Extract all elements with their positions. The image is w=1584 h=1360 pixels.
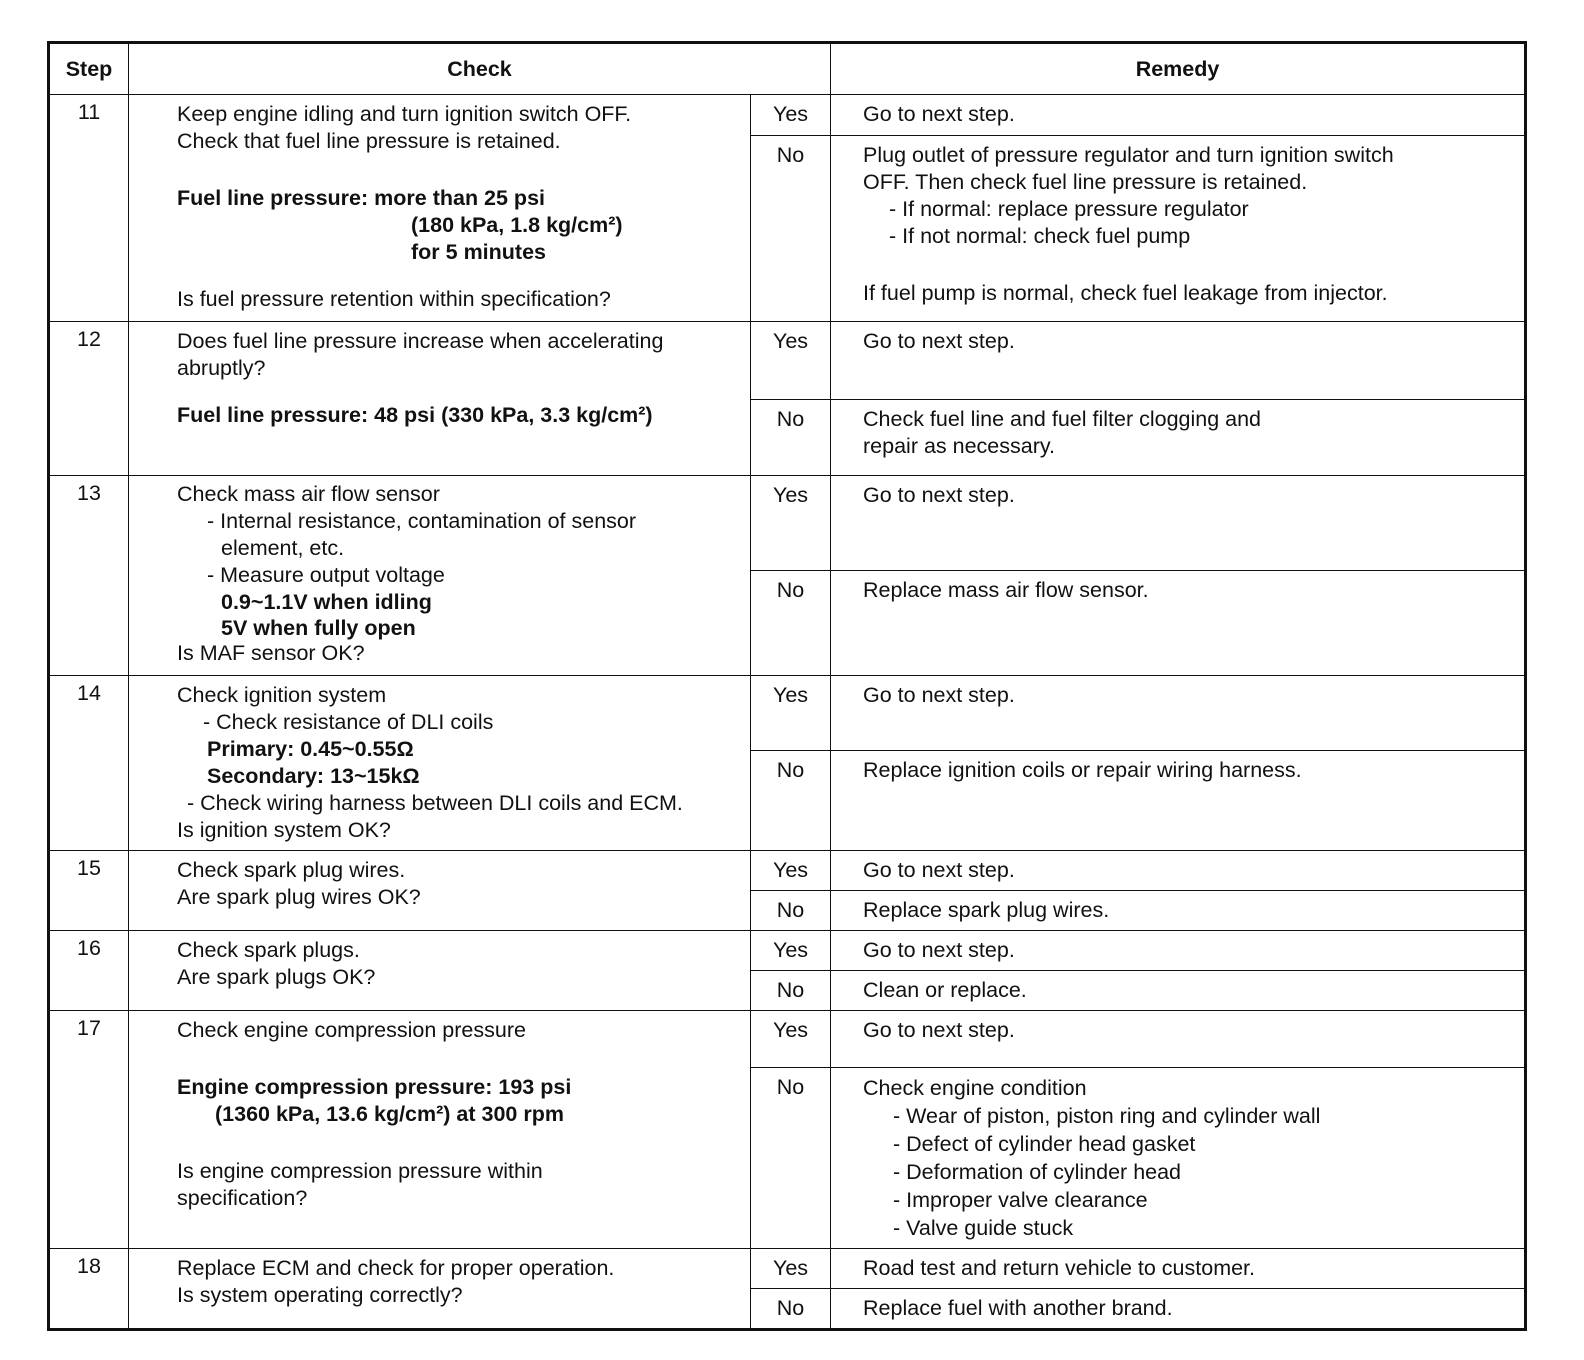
remedy-line: - Deformation of cylinder head xyxy=(893,1160,1182,1184)
check-cell xyxy=(129,1249,751,1330)
check-cell xyxy=(129,1011,751,1249)
remedy-line: - If not normal: check fuel pump xyxy=(889,224,1191,248)
spec-line: 0.9~1.1V when idling xyxy=(221,590,432,614)
check-line: - Measure output voltage xyxy=(207,563,445,587)
remedy-line: Plug outlet of pressure regulator and turn ignition switch xyxy=(863,143,1394,167)
remedy-yes: Go to next step. xyxy=(831,676,1526,751)
table-row xyxy=(49,476,1526,571)
check-question: Is fuel pressure retention within specification? xyxy=(177,287,611,311)
remedy-line: - If normal: replace pressure regulator xyxy=(889,197,1249,221)
spec-line: Primary: 0.45~0.55Ω xyxy=(207,737,414,761)
remedy-no: Replace mass air flow sensor. xyxy=(831,571,1526,676)
no-label: No xyxy=(751,400,831,476)
check-cell xyxy=(129,851,751,931)
header-check: Check xyxy=(129,43,831,95)
yes-label: Yes xyxy=(751,1249,831,1289)
check-line: - Check wiring harness between DLI coils and ECM. xyxy=(187,791,683,815)
remedy-no: Replace fuel with another brand. xyxy=(831,1289,1526,1330)
remedy-line: If fuel pump is normal, check fuel leakage from injector. xyxy=(863,281,1388,305)
remedy-line: - Wear of piston, piston ring and cylinder wall xyxy=(893,1104,1321,1128)
check-line: abruptly? xyxy=(177,356,266,380)
check-cell xyxy=(129,476,751,676)
remedy-yes: Go to next step. xyxy=(831,1011,1526,1068)
spec-line: Engine compression pressure: 193 psi xyxy=(177,1075,572,1099)
check-cell xyxy=(129,676,751,851)
check-question: Are spark plug wires OK? xyxy=(177,885,421,909)
check-cell xyxy=(129,95,751,322)
step-number: 11 xyxy=(49,95,129,322)
remedy-no: Clean or replace. xyxy=(831,971,1526,1011)
spec-line: (1360 kPa, 13.6 kg/cm²) at 300 rpm xyxy=(215,1102,564,1126)
remedy-yes: Road test and return vehicle to customer. xyxy=(831,1249,1526,1289)
remedy-line: Check fuel line and fuel filter clogging and xyxy=(863,407,1262,431)
check-question: Is engine compression pressure within xyxy=(177,1159,543,1183)
step-number: 13 xyxy=(49,476,129,676)
remedy-no xyxy=(831,1068,1526,1249)
diagnostic-table xyxy=(47,41,1527,1331)
table-row xyxy=(49,1249,1526,1289)
remedy-no: Replace spark plug wires. xyxy=(831,891,1526,931)
table-row xyxy=(49,931,1526,971)
spec-line: Fuel line pressure: more than 25 psi xyxy=(177,186,545,210)
no-label: No xyxy=(751,136,831,322)
no-label: No xyxy=(751,571,831,676)
yes-label: Yes xyxy=(751,931,831,971)
check-line: - Internal resistance, contamination of sensor xyxy=(207,509,637,533)
yes-label: Yes xyxy=(751,1011,831,1068)
check-line: Check spark plug wires. xyxy=(177,858,406,882)
remedy-yes: Go to next step. xyxy=(831,851,1526,891)
yes-label: Yes xyxy=(751,476,831,571)
step-number: 17 xyxy=(49,1011,129,1249)
check-question: Is ignition system OK? xyxy=(177,818,391,842)
remedy-yes: Go to next step. xyxy=(831,931,1526,971)
check-line: Check ignition system xyxy=(177,683,387,707)
remedy-line: repair as necessary. xyxy=(863,434,1056,458)
remedy-line: OFF. Then check fuel line pressure is retained. xyxy=(863,170,1308,194)
check-line: Check spark plugs. xyxy=(177,938,360,962)
no-label: No xyxy=(751,971,831,1011)
remedy-yes: Go to next step. xyxy=(831,95,1526,136)
no-label: No xyxy=(751,891,831,931)
table-row xyxy=(49,322,1526,400)
no-label: No xyxy=(751,751,831,851)
check-cell xyxy=(129,322,751,476)
remedy-yes: Go to next step. xyxy=(831,322,1526,400)
check-question: specification? xyxy=(177,1186,308,1210)
no-label: No xyxy=(751,1289,831,1330)
check-line: Check engine compression pressure xyxy=(177,1018,526,1042)
header-step: Step xyxy=(49,43,129,95)
check-line: Does fuel line pressure increase when accelerating xyxy=(177,329,664,353)
remedy-no xyxy=(831,136,1526,322)
remedy-line: - Defect of cylinder head gasket xyxy=(893,1132,1196,1156)
spec-line: (180 kPa, 1.8 kg/cm²) xyxy=(411,213,623,237)
step-number: 15 xyxy=(49,851,129,931)
spec-line: Fuel line pressure: 48 psi (330 kPa, 3.3 kg/cm²) xyxy=(177,403,653,427)
table-row xyxy=(49,1011,1526,1068)
check-line: - Check resistance of DLI coils xyxy=(203,710,494,734)
diagnostic-table-sheet xyxy=(47,41,1524,1331)
table-row xyxy=(49,851,1526,891)
check-line: element, etc. xyxy=(221,536,345,560)
check-question: Are spark plugs OK? xyxy=(177,965,376,989)
remedy-line: - Improper valve clearance xyxy=(893,1188,1148,1212)
spec-line: 5V when fully open xyxy=(221,615,416,640)
header-remedy: Remedy xyxy=(831,43,1526,95)
check-line: Check mass air flow sensor xyxy=(177,482,440,506)
no-label: No xyxy=(751,1068,831,1249)
yes-label: Yes xyxy=(751,322,831,400)
check-line: Check that fuel line pressure is retained. xyxy=(177,129,561,153)
step-number: 14 xyxy=(49,676,129,851)
spec-line: for 5 minutes xyxy=(411,240,546,264)
table-header-row xyxy=(49,43,1526,95)
remedy-no xyxy=(831,400,1526,476)
yes-label: Yes xyxy=(751,95,831,136)
step-number: 12 xyxy=(49,322,129,476)
step-number: 16 xyxy=(49,931,129,1011)
remedy-line: - Valve guide stuck xyxy=(893,1216,1074,1240)
spec-line: Secondary: 13~15kΩ xyxy=(207,764,420,788)
check-line: Replace ECM and check for proper operation. xyxy=(177,1256,615,1280)
table-row xyxy=(49,676,1526,751)
yes-label: Yes xyxy=(751,851,831,891)
remedy-yes: Go to next step. xyxy=(831,476,1526,571)
step-number: 18 xyxy=(49,1249,129,1330)
remedy-no: Replace ignition coils or repair wiring harness. xyxy=(831,751,1526,851)
check-question: Is system operating correctly? xyxy=(177,1283,463,1307)
check-cell xyxy=(129,931,751,1011)
yes-label: Yes xyxy=(751,676,831,751)
remedy-line: Check engine condition xyxy=(863,1076,1087,1100)
check-question: Is MAF sensor OK? xyxy=(177,641,365,665)
check-line: Keep engine idling and turn ignition switch OFF. xyxy=(177,102,632,126)
table-row xyxy=(49,95,1526,136)
